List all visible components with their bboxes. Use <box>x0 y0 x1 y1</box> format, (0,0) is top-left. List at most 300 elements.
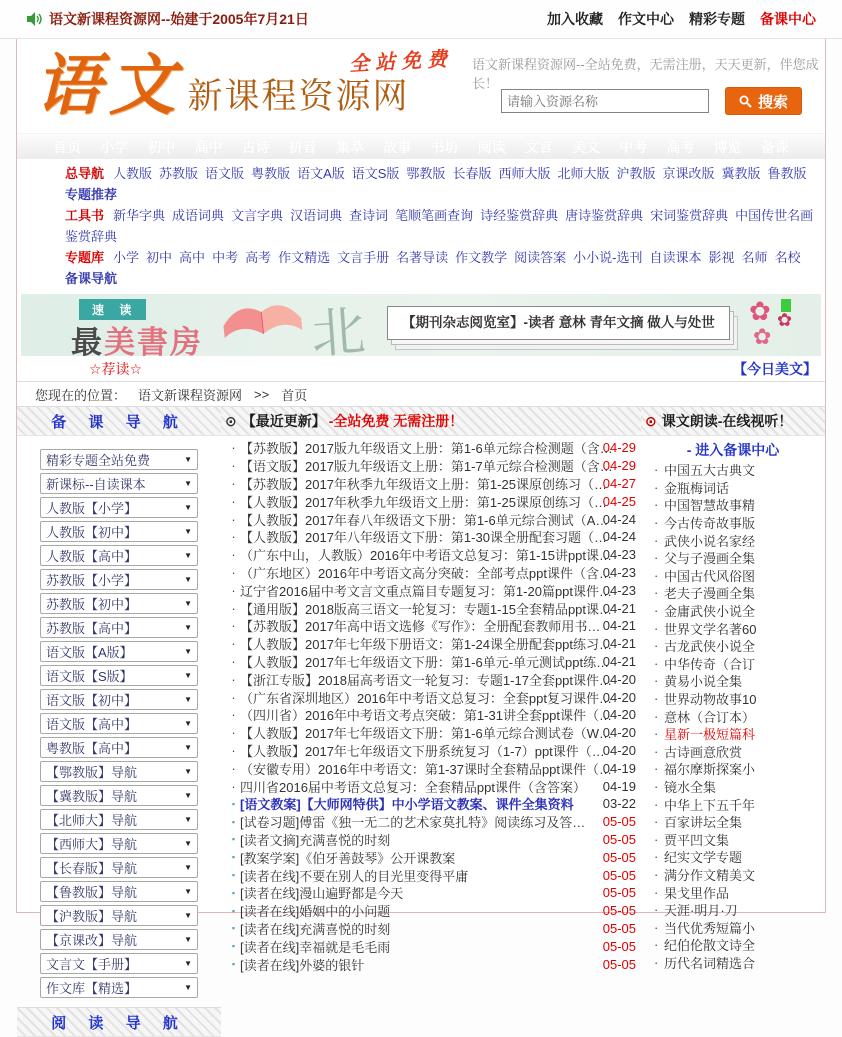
free-badge: 全站免费 <box>348 48 454 76</box>
reading-item <box>641 549 825 567</box>
reading-panel <box>641 406 825 1037</box>
reading-item-link[interactable]: 百家讲坛全集 <box>664 815 743 831</box>
calligraphy-mark: 北 <box>309 299 368 366</box>
reading-item-link[interactable]: 福尔摩斯探案小 <box>664 762 756 778</box>
quick-link[interactable]: 语文S版 <box>351 166 400 181</box>
recent-item <box>227 688 639 706</box>
recent-item <box>227 492 639 510</box>
recent-item-date: 04-20 <box>602 742 636 758</box>
page-frame <box>16 39 826 1032</box>
quick-link[interactable]: 语文A版 <box>297 166 345 181</box>
reading-item-link[interactable]: 老夫子漫画全集 <box>664 586 756 602</box>
recent-item-link[interactable]: 【语文版】2017版九年级语文上册：第1-7单元综合检测题（含… <box>240 459 613 475</box>
reading-item-link[interactable]: 意林（合订本） <box>664 709 756 725</box>
chevron-down-icon: ▼ <box>184 767 192 776</box>
promo-banner[interactable] <box>21 294 821 366</box>
recent-item-date: 04-24 <box>602 511 636 527</box>
edition-select[interactable] <box>40 737 198 758</box>
target-icon: ⊙ <box>645 412 657 429</box>
site-title-text: 语文新课程资源网--始建于2005年7月21日 <box>49 11 309 27</box>
quick-link[interactable]: 粤教版 <box>251 166 291 181</box>
recent-item-link[interactable]: [读者在线]幸福就是毛毛雨 <box>240 939 391 955</box>
recent-item-link[interactable]: 四川省2016届中考语文总复习：全套精品ppt课件（含答案） <box>240 779 586 795</box>
recent-item-link[interactable]: [读者在线]外婆的银针 <box>240 957 365 973</box>
reading-item-link[interactable]: 父与子漫画全集 <box>664 551 756 567</box>
recent-item-link[interactable]: 【人教版】2017年秋季九年级语文上册：第1-25课原创练习（… <box>240 494 607 510</box>
bullet-icon: · <box>654 814 659 830</box>
recent-item <box>227 599 639 617</box>
edition-select[interactable] <box>40 569 198 590</box>
banner-title-dark: 最 <box>71 325 104 361</box>
nav-item[interactable]: 古诗 <box>241 138 270 155</box>
reading-item-link[interactable]: 中华传奇（合订 <box>664 656 756 672</box>
reading-item <box>641 725 825 743</box>
quick-link[interactable]: 作文教学 <box>455 250 508 265</box>
quick-link[interactable]: 笔顺笔画查询 <box>395 208 474 223</box>
reading-item-link[interactable]: 历代名词精选合 <box>664 955 756 971</box>
edition-select[interactable] <box>40 809 198 830</box>
recent-item-link[interactable]: [教案学案]《伯牙善鼓琴》公开课教案 <box>240 850 456 866</box>
search-input[interactable] <box>501 89 709 113</box>
flower-icon: ✿ <box>777 310 793 330</box>
bullet-icon: · <box>231 564 236 580</box>
recent-item-link[interactable]: 【人教版】2017年八年级语文下册：第1-30课全册配套习题（… <box>240 530 607 546</box>
row-head[interactable]: 工具书 <box>65 208 105 223</box>
bullet-icon: · <box>231 600 236 616</box>
recent-item-date: 04-23 <box>602 582 636 598</box>
nav-item[interactable]: 美文 <box>572 138 601 155</box>
top-link[interactable]: 精彩专题 <box>689 11 745 27</box>
reading-item <box>641 830 825 848</box>
edition-select-label: 精彩专题全站免费 <box>46 453 151 468</box>
chevron-down-icon: ▼ <box>184 671 192 680</box>
quick-link[interactable]: 京课改版 <box>662 166 715 181</box>
bullet-icon: · <box>231 458 236 474</box>
site-tagline: 语文新课程资源网--全站免费，无需注册，天天更新，伴您成长！ <box>472 57 819 91</box>
chevron-down-icon: ▼ <box>184 935 192 944</box>
reading-item-link[interactable]: 中华上下五千年 <box>664 797 756 813</box>
nav-item[interactable]: 首页 <box>53 138 81 155</box>
nav-item[interactable]: 文言 <box>524 138 553 155</box>
nav-item[interactable]: 故事 <box>383 138 412 155</box>
recent-updates-header <box>221 406 641 436</box>
bullet-icon: · <box>231 618 236 634</box>
recent-item-date: 04-27 <box>602 475 636 491</box>
bullet-icon: · <box>654 497 659 513</box>
quick-link[interactable]: 新华字典 <box>113 208 166 223</box>
quick-link[interactable]: 小学 <box>113 250 140 265</box>
chevron-down-icon: ▼ <box>184 623 192 632</box>
recent-item-link[interactable]: [读者在线]不要在别人的目光里变得平庸 <box>240 868 469 884</box>
recent-item <box>227 617 639 635</box>
quick-link[interactable]: 长春版 <box>452 166 492 181</box>
reading-item-link[interactable]: 中国五大古典文 <box>664 463 756 479</box>
edition-select[interactable] <box>40 713 198 734</box>
recent-item-link[interactable]: （四川省）2016年中考语文考点突破：第1-31讲全套ppt课件（… <box>240 708 613 724</box>
edition-select-list <box>17 436 221 998</box>
top-link[interactable]: 作文中心 <box>618 11 674 27</box>
recent-item-link[interactable]: （广东中山，人教版）2016年中考语文总复习：第1-15讲ppt课… <box>240 548 613 564</box>
edition-select[interactable] <box>40 689 198 710</box>
edition-select[interactable] <box>40 929 198 950</box>
recent-item-link[interactable]: 【人教版】2017年七年级语文下册系统复习（1-7）ppt课件（… <box>240 743 605 759</box>
edition-select-label: 作文库【精选】 <box>46 981 138 996</box>
recent-item-date: 04-23 <box>602 547 636 563</box>
reading-nav-title: 阅 读 导 航 <box>51 1014 187 1032</box>
recent-item-link[interactable]: 【苏教版】2017年高中语文选修《写作》：全册配套教师用书… <box>240 619 601 635</box>
bullet-icon: ▪ <box>231 959 236 969</box>
recent-item-date: 04-20 <box>602 689 636 705</box>
quick-link[interactable]: 文言手册 <box>337 250 390 265</box>
recent-item-date: 05-05 <box>602 903 636 919</box>
recent-item-link[interactable]: （安徽专用）2016年中考语文：第1-37课时全套精品ppt课件（… <box>240 761 613 777</box>
recent-item-link[interactable]: [读者文摘]充满喜悦的时刻 <box>240 832 391 848</box>
reading-item <box>641 531 825 549</box>
quick-link[interactable]: 作文精选 <box>278 250 331 265</box>
bullet-icon: · <box>654 532 659 548</box>
nav-item[interactable]: 小学 <box>100 138 129 155</box>
bullet-icon: ▪ <box>231 816 236 827</box>
magazine-panel[interactable]: 【期刊杂志阅览室】-读者 意林 青年文摘 做人与处世 <box>387 306 730 340</box>
bullet-icon: · <box>654 585 659 601</box>
nav-item[interactable]: 高中 <box>194 138 223 155</box>
breadcrumb-separator: >> <box>254 386 270 402</box>
recent-item-link[interactable]: [读者在线]婚姻中的小问题 <box>240 904 391 920</box>
edition-select-label: 粤教版【高中】 <box>46 741 138 756</box>
recent-item-date: 05-05 <box>602 831 636 847</box>
quick-links-row-tools <box>65 205 817 247</box>
edition-select[interactable] <box>40 449 198 470</box>
quick-link[interactable]: 成语词典 <box>172 208 225 223</box>
recent-item <box>227 581 639 599</box>
recent-item <box>227 831 639 849</box>
reading-item-link[interactable]: 镜水全集 <box>664 779 717 795</box>
recent-updates-subtitle: -全站免费 无需注册！ <box>328 413 464 429</box>
chevron-down-icon: ▼ <box>184 695 192 704</box>
reading-item-link[interactable]: 今古传奇故事版 <box>664 516 756 532</box>
row-tail[interactable]: 备课导航 <box>65 271 118 286</box>
bullet-icon: · <box>654 761 659 777</box>
quick-link[interactable]: 汉语词典 <box>290 208 343 223</box>
reading-item-link[interactable]: 金瓶梅词话 <box>664 480 730 496</box>
chevron-down-icon: ▼ <box>184 791 192 800</box>
recent-item-link[interactable]: （广东地区）2016年中考语文高分突破：全部考点ppt课件（含… <box>240 565 612 581</box>
chevron-down-icon: ▼ <box>184 647 192 656</box>
reading-item-link[interactable]: 黄易小说全集 <box>664 674 743 690</box>
recent-item-date: 04-29 <box>602 440 636 456</box>
reading-item-link[interactable]: 贾平凹文集 <box>664 832 730 848</box>
quick-link[interactable]: 人教版 <box>113 166 153 181</box>
edition-select[interactable] <box>40 617 198 638</box>
edition-select-label: 苏教版【小学】 <box>46 573 138 588</box>
reading-item-link[interactable]: 世界动物故事10 <box>664 692 757 708</box>
chevron-down-icon: ▼ <box>184 743 192 752</box>
reading-item-link[interactable]: 古龙武侠小说全 <box>664 639 756 655</box>
chevron-down-icon: ▼ <box>184 479 192 488</box>
edition-select[interactable] <box>40 761 198 782</box>
recommended-reading-link[interactable]: ☆荐读☆ <box>89 360 143 377</box>
quick-link[interactable]: 苏教版 <box>159 166 199 181</box>
reading-title: 课文朗读-在线视听！ <box>661 413 793 429</box>
quick-link[interactable]: 小小说-选刊 <box>573 250 643 265</box>
nav-item[interactable]: 初中 <box>147 138 176 155</box>
reading-item-link[interactable]: 金庸武侠小说全 <box>664 604 756 620</box>
flower-icon: ✿ <box>749 296 771 326</box>
reading-item <box>641 901 825 919</box>
quick-link[interactable]: 名师 <box>741 250 768 265</box>
today-essay-link[interactable]: 【今日美文】 <box>733 360 817 377</box>
top-link[interactable]: 备课中心 <box>760 11 816 27</box>
recent-updates-title: 【最近更新】 <box>241 413 326 429</box>
banner-title <box>71 317 203 362</box>
recent-item-link[interactable]: 【人教版】2017年七年级语文下册：第1-6单元-单元测试ppt练… <box>240 654 610 670</box>
recent-item-date: 04-21 <box>602 618 636 634</box>
edition-select-label: 语文版【S版】 <box>46 669 133 684</box>
reading-item <box>641 743 825 761</box>
breadcrumb-current[interactable]: 首页 <box>281 387 308 403</box>
chevron-down-icon: ▼ <box>184 983 192 992</box>
recent-item-link[interactable]: 【浙江专版】2018届高考语文一轮复习：专题1-17全套ppt课件… <box>240 672 613 688</box>
quick-link[interactable]: 北师大版 <box>557 166 610 181</box>
quick-link[interactable]: 阅读答案 <box>514 250 567 265</box>
quick-link[interactable]: 诗经鉴赏辞典 <box>480 208 559 223</box>
quick-link[interactable]: 影视 <box>708 250 735 265</box>
recent-item-date: 04-20 <box>602 707 636 723</box>
quick-link[interactable]: 冀教版 <box>721 166 761 181</box>
open-book-icon <box>217 292 307 348</box>
edition-select[interactable] <box>40 905 198 926</box>
row-head[interactable]: 总导航 <box>65 166 105 181</box>
recent-item <box>227 902 639 920</box>
edition-select-label: 【鄂教版】导航 <box>46 765 138 780</box>
quick-link[interactable]: 查诗词 <box>349 208 389 223</box>
quick-link[interactable]: 鲁教版 <box>767 166 807 181</box>
bullet-icon: · <box>654 937 659 953</box>
reading-item <box>641 760 825 778</box>
edition-select[interactable] <box>40 977 198 998</box>
recent-item-link[interactable]: 【人教版】2017年七年级语文下册：第1-6单元综合测试卷（W… <box>240 726 612 742</box>
nav-item[interactable]: 拼音 <box>288 138 317 155</box>
bullet-icon: · <box>231 440 236 456</box>
speed-read-badge: 速 读 <box>79 299 146 320</box>
edition-select-label: 苏教版【高中】 <box>46 621 138 636</box>
bullet-icon: · <box>654 831 659 847</box>
nav-item[interactable]: 中考 <box>619 138 648 155</box>
recent-item-link[interactable]: [试卷习题]傅雷《独一无二的艺术家莫扎特》阅读练习及答… <box>240 815 586 831</box>
recent-item-link[interactable]: 【人教版】2017年七年级下册语文：第1-24课全册配套ppt练习… <box>240 637 613 653</box>
reading-item <box>641 883 825 901</box>
recent-item <box>227 955 639 973</box>
recent-item <box>227 510 639 528</box>
reading-item-link[interactable]: 果戈里作品 <box>664 885 730 901</box>
quick-links <box>17 159 825 292</box>
quick-link[interactable]: 中考 <box>212 250 239 265</box>
bullet-icon: · <box>654 726 659 742</box>
recent-item <box>227 813 639 831</box>
speaker-icon <box>26 11 42 27</box>
edition-select[interactable] <box>40 665 198 686</box>
bullet-icon: ▪ <box>231 905 236 916</box>
reading-item-link[interactable]: 中国古代风俗图 <box>664 568 756 584</box>
quick-link[interactable]: 名校 <box>774 250 801 265</box>
bullet-icon: ▪ <box>231 852 236 863</box>
edition-select[interactable] <box>40 833 198 854</box>
reading-item-link[interactable]: 满分作文精美文 <box>664 867 756 883</box>
recent-item <box>227 937 639 955</box>
edition-select-label: 【西师大】导航 <box>46 837 138 852</box>
edition-select-label: 文言文【手册】 <box>46 957 138 972</box>
flower-decor <box>743 294 813 356</box>
reading-item <box>641 637 825 655</box>
bullet-icon: · <box>654 849 659 865</box>
chevron-down-icon: ▼ <box>184 575 192 584</box>
recent-item-date: 05-05 <box>602 867 636 883</box>
nav-item[interactable]: 阅读 <box>477 138 506 155</box>
sidebar-header <box>17 406 221 436</box>
reading-item <box>641 936 825 954</box>
reading-item-link[interactable]: 纪实文学专题 <box>664 850 743 866</box>
edition-select[interactable] <box>40 641 198 662</box>
recent-item-date: 05-05 <box>602 956 636 972</box>
edition-select[interactable] <box>40 881 198 902</box>
edition-select-label: 【沪教版】导航 <box>46 909 138 924</box>
reading-item <box>641 655 825 673</box>
reading-item <box>641 707 825 725</box>
chevron-down-icon: ▼ <box>184 911 192 920</box>
reading-item-link[interactable]: 世界文学名著60 <box>664 621 757 637</box>
reading-item <box>641 514 825 532</box>
site-header <box>17 39 825 133</box>
row-tail[interactable]: 专题推荐 <box>65 187 118 202</box>
edition-select[interactable] <box>40 545 198 566</box>
recent-item-link[interactable]: （广东省深圳地区）2016年中考语文总复习：全套ppt复习课件… <box>240 690 612 706</box>
bullet-icon: · <box>231 529 236 545</box>
edition-select-label: 【冀教版】导航 <box>46 789 138 804</box>
bullet-icon: · <box>654 550 659 566</box>
edition-select[interactable] <box>40 521 198 542</box>
row-head[interactable]: 专题库 <box>65 250 105 265</box>
edition-select-label: 【京课改】导航 <box>46 933 138 948</box>
bullet-icon: · <box>231 475 236 491</box>
edition-select[interactable] <box>40 953 198 974</box>
reading-item-link[interactable]: 星新一极短篇科 <box>664 727 756 743</box>
bullet-icon: · <box>654 479 659 495</box>
bullet-icon: · <box>654 919 659 935</box>
edition-select[interactable] <box>40 473 198 494</box>
top-links <box>547 9 816 29</box>
recent-item-date: 04-19 <box>602 778 636 794</box>
recent-updates-list <box>221 436 641 973</box>
reading-item-link[interactable]: 武侠小说名家经 <box>664 533 756 549</box>
nav-item[interactable]: 集萃 <box>336 138 365 155</box>
quick-link[interactable]: 宋词鉴赏辞典 <box>650 208 729 223</box>
quick-link[interactable]: 鄂教版 <box>406 166 446 181</box>
search-icon <box>739 95 752 108</box>
recent-item <box>227 653 639 671</box>
edition-select-label: 人教版【高中】 <box>46 549 138 564</box>
quick-link[interactable]: 唐诗鉴赏辞典 <box>565 208 644 223</box>
breadcrumb-site-link[interactable]: 语文新课程资源网 <box>138 387 243 403</box>
quick-link[interactable]: 自读课本 <box>649 250 702 265</box>
top-link[interactable]: 加入收藏 <box>547 11 603 27</box>
edition-select[interactable] <box>40 785 198 806</box>
bullet-icon: ▪ <box>231 923 236 934</box>
reading-item-link[interactable]: 古诗画意欣赏 <box>664 744 743 760</box>
main-content <box>17 406 825 1037</box>
edition-select[interactable] <box>40 857 198 878</box>
logo-sub-text: 新课程资源网 <box>187 77 410 117</box>
quick-link[interactable]: 中国传世名画鉴赏辞典 <box>65 208 814 244</box>
recent-updates-panel <box>221 406 641 1037</box>
recent-item <box>227 795 639 813</box>
quick-link[interactable]: 沪教版 <box>616 166 656 181</box>
nav-item[interactable]: 博览 <box>713 138 742 155</box>
bullet-icon: · <box>231 547 236 563</box>
quick-link[interactable]: 语文版 <box>205 166 245 181</box>
edition-select-label: 人教版【小学】 <box>46 501 138 516</box>
reading-item <box>641 813 825 831</box>
quick-link[interactable]: 文言字典 <box>231 208 284 223</box>
reading-item-link[interactable]: 天涯·明月·刀 <box>664 903 738 919</box>
recent-item-link[interactable]: [读者在线]漫山遍野都是今天 <box>240 886 404 902</box>
recent-item-link[interactable]: [读者在线]充满喜悦的时刻 <box>240 921 391 937</box>
recent-item-link[interactable]: 【苏教版】2017版九年级语文上册：第1-6单元综合检测题（含… <box>240 441 613 457</box>
recent-item-link[interactable]: 【通用版】2018版高三语文一轮复习：专题1-15全套精品ppt课… <box>240 601 613 617</box>
recent-item-link[interactable]: [语文教案]【大师网特供】中小学语文教案、课件全集资料 <box>240 797 574 813</box>
quick-link[interactable]: 高中 <box>179 250 206 265</box>
nav-item[interactable]: 书坊 <box>430 138 459 155</box>
search-bar <box>501 87 802 115</box>
enter-prep-center-link[interactable]: - 进入备课中心 <box>686 442 780 458</box>
recent-item <box>227 475 639 493</box>
recent-item-link[interactable]: 辽宁省2016届中考文言文重点篇目专题复习：第1-20篇ppt课件… <box>240 583 613 599</box>
bullet-icon: · <box>654 954 659 970</box>
recent-item-link[interactable]: 【苏教版】2017年秋季九年级语文上册：第1-25课原创练习（… <box>240 477 607 492</box>
edition-select[interactable] <box>40 593 198 614</box>
bullet-icon: · <box>654 673 659 689</box>
reading-item <box>641 866 825 884</box>
quick-link[interactable]: 高考 <box>245 250 272 265</box>
recent-item <box>227 884 639 902</box>
edition-select-label: 【北师大】导航 <box>46 813 138 828</box>
recent-item-date: 03-22 <box>602 796 636 812</box>
recent-item-date: 05-05 <box>602 885 636 901</box>
recent-item-date: 04-20 <box>602 725 636 741</box>
recent-item-link[interactable]: 【人教版】2017年春八年级语文下册：第1-6单元综合测试（A… <box>240 512 609 528</box>
quick-link[interactable]: 西师大版 <box>498 166 551 181</box>
nav-item[interactable]: 备课 <box>760 138 789 155</box>
reading-item-link[interactable]: 纪伯伦散文诗全 <box>664 938 756 954</box>
search-button[interactable] <box>725 87 802 115</box>
breadcrumb-prefix: 您现在的位置： <box>35 387 127 403</box>
reading-item-link[interactable]: 当代优秀短篇小 <box>664 920 756 936</box>
nav-item[interactable]: 高考 <box>666 138 695 155</box>
edition-select-label: 新课标--自读课本 <box>46 477 146 492</box>
recent-item <box>227 742 639 760</box>
bullet-icon: · <box>654 884 659 900</box>
bullet-icon: ▪ <box>231 798 236 809</box>
reading-item-link[interactable]: 中国智慧故事精 <box>664 498 756 514</box>
recent-item <box>227 866 639 884</box>
quick-link[interactable]: 名著导读 <box>396 250 449 265</box>
quick-link[interactable]: 初中 <box>146 250 173 265</box>
chevron-down-icon: ▼ <box>184 863 192 872</box>
sidebar <box>17 406 221 1037</box>
bullet-icon: · <box>654 796 659 812</box>
quick-links-row-topics <box>65 247 817 289</box>
edition-select[interactable] <box>40 497 198 518</box>
edition-select-label: 苏教版【初中】 <box>46 597 138 612</box>
